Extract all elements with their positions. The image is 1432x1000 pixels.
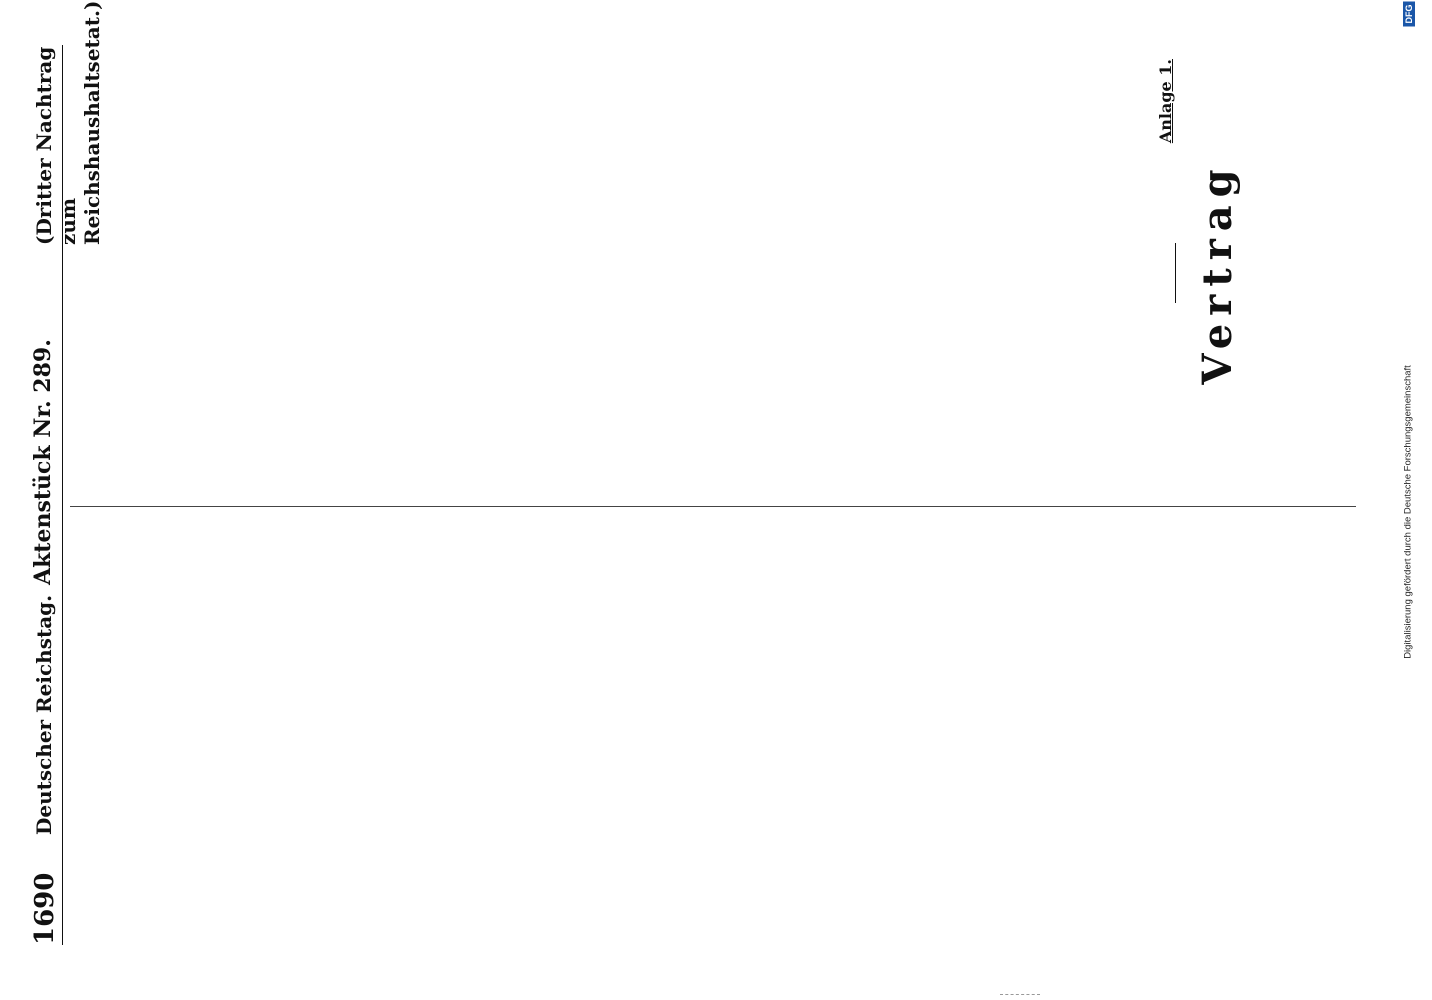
- scan-edge-mark: [1000, 994, 1040, 995]
- document-number: Aktenstück Nr. 289.: [30, 339, 56, 585]
- digitization-note: Digitalisierung gefördert durch die Deutsche Forschungsgemeinschaft: [1402, 365, 1414, 659]
- annex-block: [1156, 59, 1259, 487]
- running-header: [28, 0, 104, 945]
- contract-divider: [1175, 243, 1176, 303]
- dfg-logo: DFG: [1403, 2, 1415, 27]
- page-number: 1690: [30, 872, 60, 945]
- annex-label: Anlage 1.: [1156, 59, 1175, 144]
- journal-title: Deutscher Reichstag.: [32, 594, 56, 835]
- supplement-title: (Dritter Nachtrag zum Reichshaushaltsetat.): [32, 0, 104, 245]
- contract-title: Vertrag: [1194, 161, 1241, 385]
- column-divider: [70, 506, 1356, 507]
